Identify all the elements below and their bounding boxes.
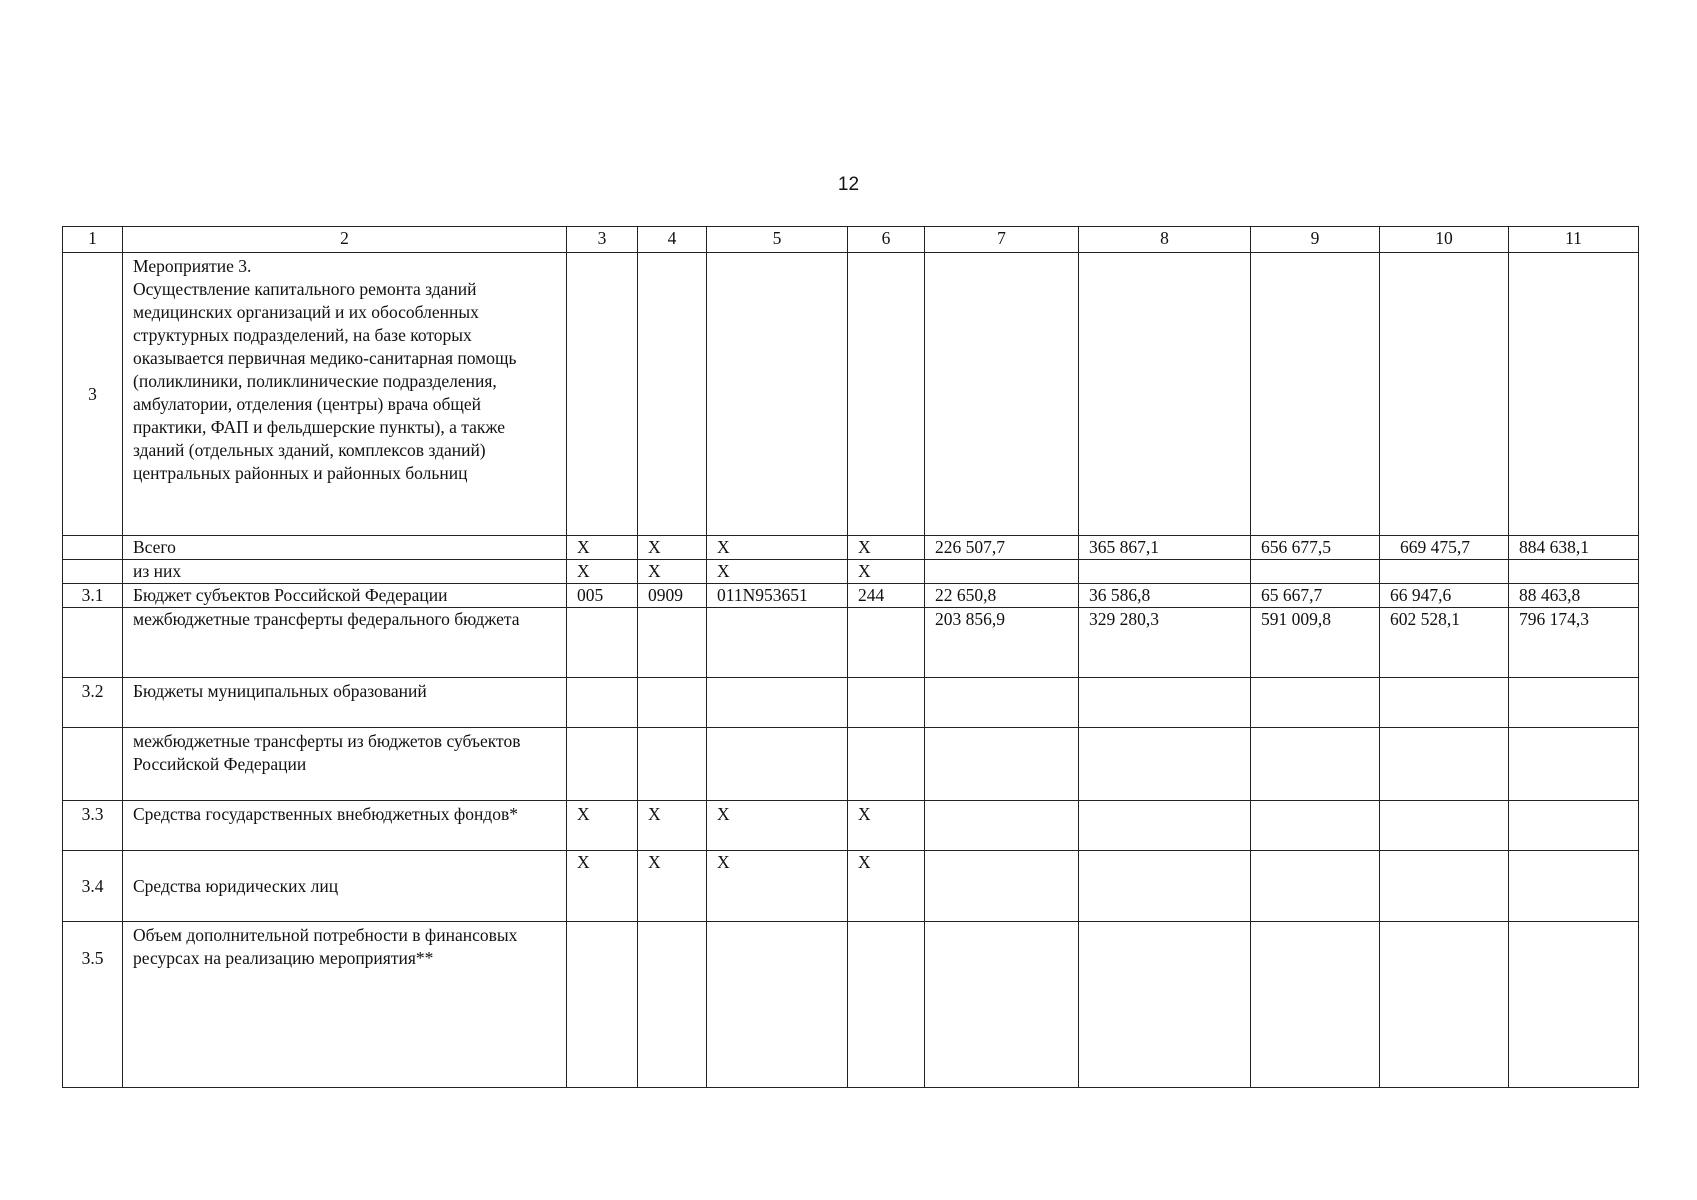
cell-value: 365 867,1 [1079,536,1251,560]
cell-value: 36 586,8 [1079,584,1251,608]
cell-kbk-section: X [638,851,707,922]
table-row [63,678,1639,728]
cell-value [1509,678,1639,728]
cell-value [1380,801,1509,851]
table-row [63,253,1639,536]
row-name: Бюджет субъектов Российской Федерации [123,584,567,608]
row-number [63,536,123,560]
header-cell: 9 [1251,227,1380,253]
cell-value: 203 856,9 [925,608,1079,678]
cell-value [925,801,1079,851]
cell-value [1380,922,1509,1088]
row-number [63,608,123,678]
cell-kbk-expense [848,922,925,1088]
table-row [63,851,1639,922]
header-cell: 2 [123,227,567,253]
cell-value [925,851,1079,922]
cell-value [1509,728,1639,801]
cell-value [925,253,1079,536]
cell-kbk-expense: X [848,851,925,922]
row-name: межбюджетные трансферты из бюджетов субъектов Российской Федерации [123,728,567,801]
header-cell: 6 [848,227,925,253]
cell-value [1079,922,1251,1088]
cell-kbk-target: X [707,560,848,584]
cell-value [1079,560,1251,584]
cell-value [1380,560,1509,584]
cell-value [1251,851,1380,922]
cell-value [1380,253,1509,536]
cell-value [1079,253,1251,536]
cell-value [1509,253,1639,536]
page-number: 12 [837,174,860,195]
cell-kbk-grbs [567,608,638,678]
header-cell: 1 [63,227,123,253]
cell-kbk-grbs [567,922,638,1088]
cell-value [1380,678,1509,728]
cell-kbk-grbs: X [567,801,638,851]
header-cell: 8 [1079,227,1251,253]
row-number: 3.1 [63,584,123,608]
cell-value [925,678,1079,728]
header-cell: 7 [925,227,1079,253]
cell-kbk-target: X [707,801,848,851]
cell-value [1079,801,1251,851]
row-name: Мероприятие 3. Осуществление капитального ремонта зданий медицинских организаций и их обособленных структурных подразделений, на базе которых оказывается первичная медико-санитарная помощь (поликлиники, поликлинические подразделения, амбулатории, отделения (центры) врача общей практики, ФАП и фельдшерские пункты), а также зданий (отдельных зданий, комплексов зданий) центральных районных и районных больниц [123,253,567,536]
cell-kbk-section: 0909 [638,584,707,608]
cell-kbk-expense: X [848,536,925,560]
cell-value [1251,560,1380,584]
cell-kbk-expense [848,253,925,536]
cell-value [1509,851,1639,922]
cell-kbk-expense [848,728,925,801]
cell-kbk-section [638,253,707,536]
table-row [63,608,1639,678]
cell-kbk-section [638,728,707,801]
row-name: из них [123,560,567,584]
table-row [63,801,1639,851]
cell-kbk-grbs: X [567,560,638,584]
row-name: Средства юридических лиц [123,851,567,922]
cell-value: 65 667,7 [1251,584,1380,608]
cell-kbk-section: X [638,536,707,560]
cell-value [1251,922,1380,1088]
cell-kbk-expense [848,678,925,728]
cell-kbk-target [707,608,848,678]
cell-kbk-target: 011N953651 [707,584,848,608]
cell-value [1509,801,1639,851]
header-cell: 3 [567,227,638,253]
cell-value: 591 009,8 [1251,608,1380,678]
table-row [63,536,1639,560]
row-number: 3.2 [63,678,123,728]
cell-value: 884 638,1 [1509,536,1639,560]
row-name: Всего [123,536,567,560]
cell-value [925,728,1079,801]
table-row [63,728,1639,801]
row-name: Объем дополнительной потребности в финансовых ресурсах на реализацию мероприятия** [123,922,567,1088]
cell-kbk-grbs: X [567,536,638,560]
cell-value: 602 528,1 [1380,608,1509,678]
cell-value: 669 475,7 [1380,536,1509,560]
cell-kbk-grbs: X [567,851,638,922]
row-number [63,728,123,801]
cell-value [1079,678,1251,728]
cell-value [1079,851,1251,922]
cell-kbk-grbs [567,253,638,536]
cell-value: 66 947,6 [1380,584,1509,608]
cell-kbk-target [707,253,848,536]
cell-kbk-section [638,608,707,678]
table-row [63,560,1639,584]
table-row [63,584,1639,608]
cell-kbk-grbs: 005 [567,584,638,608]
row-number: 3.4 [63,851,123,922]
cell-value [1380,851,1509,922]
cell-value [1079,728,1251,801]
cell-kbk-target: X [707,536,848,560]
cell-kbk-section [638,922,707,1088]
cell-kbk-section [638,678,707,728]
header-row [63,227,1639,253]
row-name: межбюджетные трансферты федерального бюджета [123,608,567,678]
cell-value [1509,922,1639,1088]
cell-kbk-target: X [707,851,848,922]
cell-value: 796 174,3 [1509,608,1639,678]
cell-value [1380,728,1509,801]
cell-value [1251,253,1380,536]
cell-value: 88 463,8 [1509,584,1639,608]
cell-value [1251,728,1380,801]
cell-kbk-grbs [567,728,638,801]
table-row [63,922,1639,1088]
row-number: 3.3 [63,801,123,851]
row-number [63,560,123,584]
row-name: Бюджеты муниципальных образований [123,678,567,728]
row-name: Средства государственных внебюджетных фондов* [123,801,567,851]
header-cell: 4 [638,227,707,253]
cell-kbk-expense [848,608,925,678]
cell-value [1251,678,1380,728]
cell-kbk-expense: 244 [848,584,925,608]
cell-value: 656 677,5 [1251,536,1380,560]
header-cell: 10 [1380,227,1509,253]
row-number: 3 [63,253,123,536]
cell-kbk-section: X [638,560,707,584]
cell-value: 22 650,8 [925,584,1079,608]
cell-value [925,560,1079,584]
cell-kbk-section: X [638,801,707,851]
cell-value [1509,560,1639,584]
cell-value: 226 507,7 [925,536,1079,560]
cell-value [925,922,1079,1088]
header-cell: 5 [707,227,848,253]
cell-kbk-target [707,728,848,801]
cell-kbk-target [707,922,848,1088]
header-cell: 11 [1509,227,1639,253]
cell-kbk-grbs [567,678,638,728]
cell-kbk-expense: X [848,560,925,584]
cell-value: 329 280,3 [1079,608,1251,678]
cell-value [1251,801,1380,851]
cell-kbk-target [707,678,848,728]
cell-kbk-expense: X [848,801,925,851]
budget-table [62,226,1639,1088]
row-number: 3.5 [63,922,123,1088]
